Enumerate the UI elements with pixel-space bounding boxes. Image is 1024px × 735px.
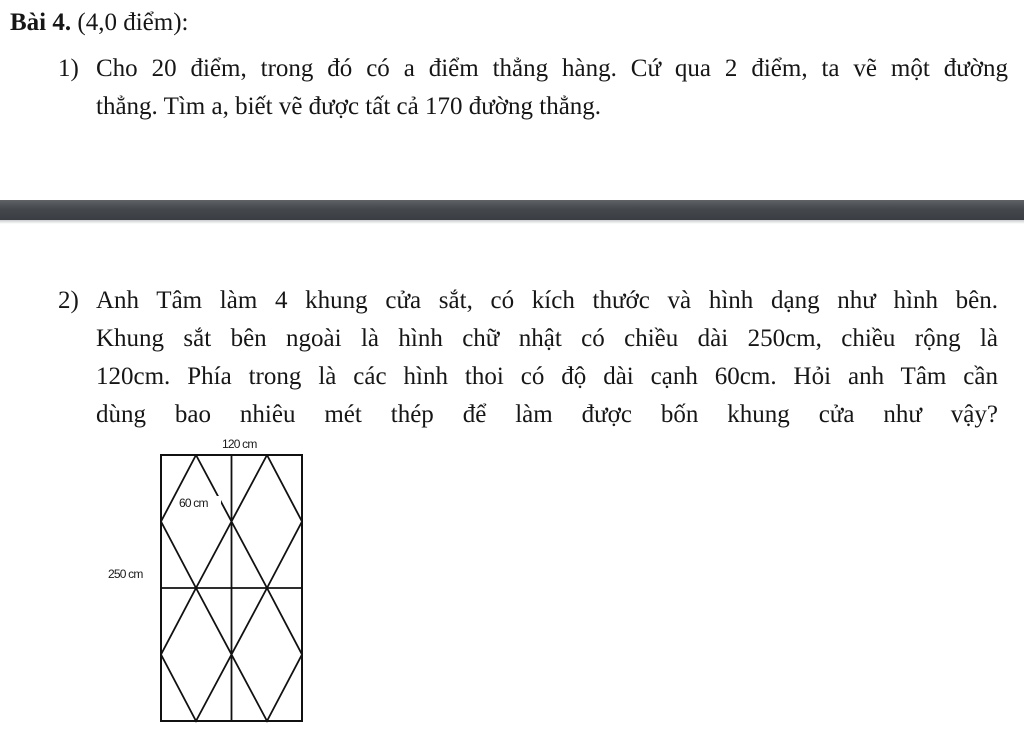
page-divider (0, 200, 1024, 220)
rhombus-right-top (232, 455, 303, 588)
side-label: 60 cm (179, 496, 208, 510)
rhombus-left-bottom (161, 588, 232, 721)
part-2-line-4: dùng bao nhiêu mét thép để làm được bốn khung cửa như vậy? (96, 401, 998, 428)
part-1-line-2: thẳng. Tìm a, biết vẽ được tất cả 170 đường thẳng. (96, 93, 602, 120)
height-label: 250 cm (108, 567, 143, 581)
part-1-number: 1) (58, 55, 79, 82)
part-2-text (96, 282, 998, 434)
problem-number: Bài 4. (10, 9, 72, 36)
part-2-line-3: 120cm. Phía trong là các hình thoi có độ dài cạnh 60cm. Hỏi anh Tâm cần (96, 363, 998, 390)
width-label: 120 cm (222, 437, 257, 451)
rhombus-right-bottom (232, 588, 303, 721)
problem-heading (10, 6, 188, 40)
rhombus-left-top (161, 455, 232, 588)
part-2-line-1: Anh Tâm làm 4 khung cửa sắt, có kích thước và hình dạng như hình bên. (96, 287, 998, 314)
problem-points: (4,0 điểm): (77, 9, 189, 36)
part-2-number: 2) (58, 287, 79, 314)
part-1-line-1: Cho 20 điểm, trong đó có a điểm thẳng hàng. Cứ qua 2 điểm, ta vẽ một đường (96, 55, 1008, 82)
door-frame-figure (100, 432, 320, 728)
part-1-text (96, 50, 1008, 126)
page-divider-shadow (0, 220, 1024, 224)
part-2-line-2: Khung sắt bên ngoài là hình chữ nhật có chiều dài 250cm, chiều rộng là (96, 325, 998, 352)
